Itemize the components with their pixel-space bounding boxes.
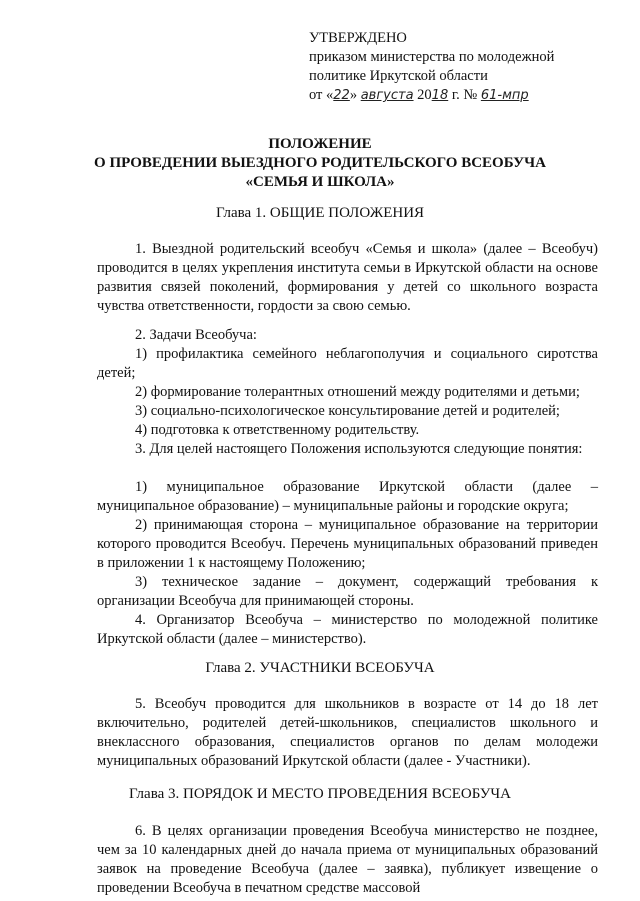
- paragraph-2: 2. Задачи Всеобуча:: [135, 327, 257, 343]
- approval-date-line: [309, 86, 609, 105]
- handwritten-year: 18: [431, 88, 449, 103]
- title-line-2: О ПРОВЕДЕНИИ ВЫЕЗДНОГО РОДИТЕЛЬСКОГО ВСЕОБУЧА: [94, 155, 546, 171]
- paragraph-3: 3. Для целей настоящего Положения используются следующие понятия:: [135, 441, 583, 457]
- paragraph-2-item-2: 2) формирование толерантных отношений между родителями и детьми;: [135, 384, 580, 400]
- paragraph-2-item-3: 3) социально-психологическое консультирование детей и родителей;: [135, 403, 560, 419]
- approved-label: УТВЕРЖДЕНО: [309, 30, 407, 46]
- paragraph-3-item-1: 1) муниципальное образование Иркутской области (далее – муниципальное образование) – муниципальные районы и городские округа;: [97, 479, 598, 514]
- paragraph-2-item-4: 4) подготовка к ответственному родительству.: [135, 422, 420, 438]
- document-title: [0, 135, 640, 192]
- date-mid: »: [349, 87, 358, 103]
- approval-stamp: [309, 29, 609, 105]
- title-line-1: ПОЛОЖЕНИЕ: [268, 136, 372, 152]
- paragraph-4: 4. Организатор Всеобуча – министерство по молодежной политике Иркутской области (далее – министерство).: [97, 612, 598, 647]
- paragraph-2-item-1: 1) профилактика семейного неблагополучия и социального сиротства детей;: [97, 346, 598, 381]
- paragraph-5: 5. Всеобуч проводится для школьников в возрасте от 14 до 18 лет включительно, родителей детей-школьников, специалистов школьного и внеклассного образования, специалистов органов по делам молодежи муниципальных образований Иркутской области (далее - Участники).: [97, 696, 598, 769]
- paragraph-3-item-2: 2) принимающая сторона – муниципальное образование на территории которого проводится Всеобуч. Перечень муниципальных образований приведен в приложении 1 к настоящему Положению;: [97, 517, 598, 571]
- paragraph-1: 1. Выездной родительский всеобуч «Семья и школа» (далее – Всеобуч) проводится в целях укрепления института семьи в Иркутской области на основе развития связей поколений, формирования у детей со школьного возраста чувства ответственности, гордости за свою семью.: [97, 241, 598, 314]
- paragraph-6: 6. В целях организации проведения Всеобуча министерство не позднее, чем за 10 календарных дней до начала приема от муниципальных образований заявок на проведение Всеобуча (далее – заявка), публикует извещение о проведении Всеобуча в печатном средстве массовой: [97, 823, 598, 896]
- date-prefix: от «: [309, 87, 334, 103]
- year-prefix: 20: [417, 87, 432, 103]
- paragraph-3-item-3: 3) техническое задание – документ, содержащий требования к организации Всеобуча для принимающей стороны.: [97, 574, 598, 609]
- chapter-1-heading: Глава 1. ОБЩИЕ ПОЛОЖЕНИЯ: [215, 205, 425, 221]
- handwritten-day: 22: [333, 88, 350, 103]
- chapter-2-heading: Глава 2. УЧАСТНИКИ ВСЕОБУЧА: [205, 660, 435, 676]
- chapter-3-heading: Глава 3. ПОРЯДОК И МЕСТО ПРОВЕДЕНИЯ ВСЕОБУЧА: [129, 786, 511, 802]
- number-prefix: г. №: [451, 87, 478, 103]
- handwritten-month: августа: [360, 88, 414, 103]
- approval-order-line: приказом министерства по молодежной: [309, 49, 555, 65]
- title-line-3: «СЕМЬЯ И ШКОЛА»: [245, 174, 395, 190]
- handwritten-number: 61-мпр: [480, 88, 529, 103]
- approval-ministry-line: политике Иркутской области: [309, 68, 488, 84]
